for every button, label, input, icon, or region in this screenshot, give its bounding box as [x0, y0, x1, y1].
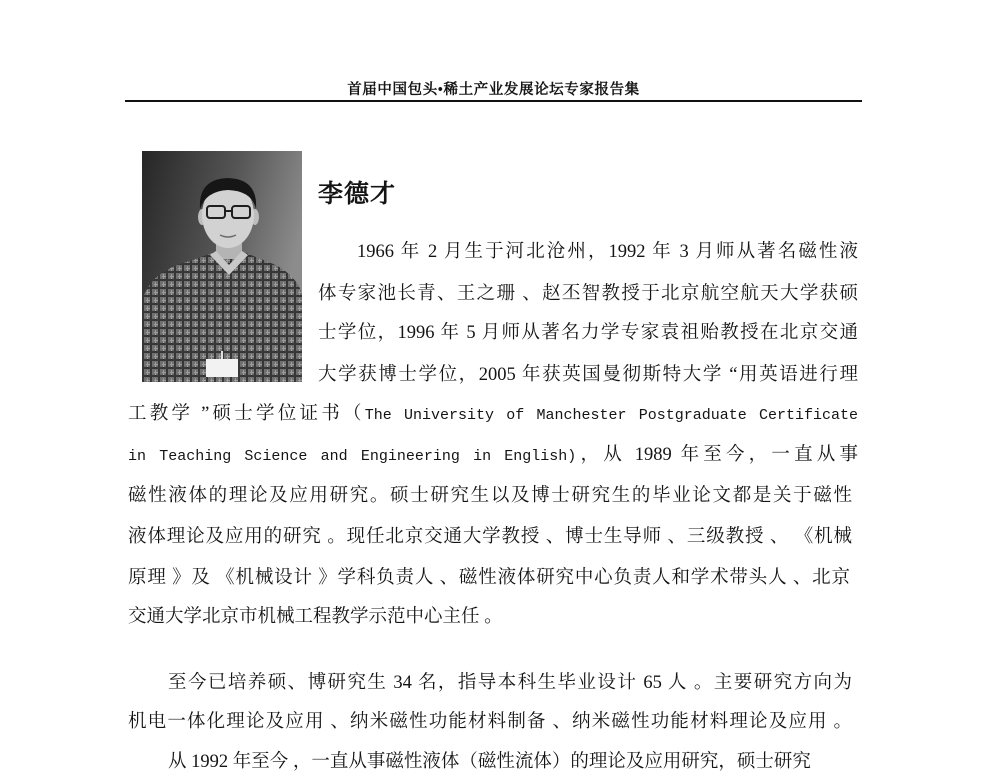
- paragraph1-line9: 原理 》及 《机械设计 》学科负责人 、磁性液体研究中心负责人和学术带头人 、北京: [128, 568, 850, 588]
- paragraph1-line8: 液体理论及应用的研究 。现任北京交通大学教授 、博士生导师 、三级教授 、 《机械: [128, 527, 852, 547]
- name-badge: [206, 359, 238, 377]
- paragraph1-line1: 1966 年 2 月生于河北沧州，1992 年 3 月师从著名磁性液: [357, 242, 858, 262]
- paragraph1-line10: 交通大学北京市机械工程教学示范中心主任 。: [128, 607, 503, 627]
- paragraph1-line7: 磁性液体的理论及应用研究。硕士研究生以及博士研究生的毕业论文都是关于磁性: [128, 486, 852, 506]
- line6-english-segment: in Teaching Science and Engineering in English): [128, 448, 577, 465]
- person-name: 李德才: [318, 181, 397, 208]
- running-header: 首届中国包头•稀土产业发展论坛专家报告集: [347, 82, 640, 98]
- paragraph3-partial-line: 从 1992 年至今 ，一直从事磁性液体（磁性流体）的理论及应用研究，硕士研究: [168, 752, 811, 772]
- line5-english-segment: The University of Manchester Postgraduate Certificate: [364, 407, 858, 424]
- header-rule: [125, 100, 862, 102]
- paragraph1-line5: [128, 402, 858, 426]
- line5-chinese-segment: 工教学 ”硕士学位证书（: [128, 404, 365, 424]
- portrait-photo: [142, 151, 302, 382]
- paragraph2-line2: 机电一体化理论及应用 、纳米磁性功能材料制备 、纳米磁性功能材料理论及应用 。: [128, 712, 852, 732]
- paragraph1-line4: 大学获博士学位，2005 年获英国曼彻斯特大学 “用英语进行理: [318, 365, 858, 385]
- paragraph1-line2: 体专家池长青、王之珊 、赵丕智教授于北京航空航天大学获硕: [318, 284, 858, 304]
- line6-chinese-segment: ，从 1989 年至今，一直从事: [576, 445, 858, 465]
- paragraph2-line1: 至今已培养硕、博研究生 34 名，指导本科生毕业设计 65 人 。主要研究方向为: [168, 673, 852, 693]
- paragraph1-line6: [128, 443, 858, 467]
- paragraph1-line3: 士学位，1996 年 5 月师从著名力学专家袁祖贻教授在北京交通: [318, 323, 858, 343]
